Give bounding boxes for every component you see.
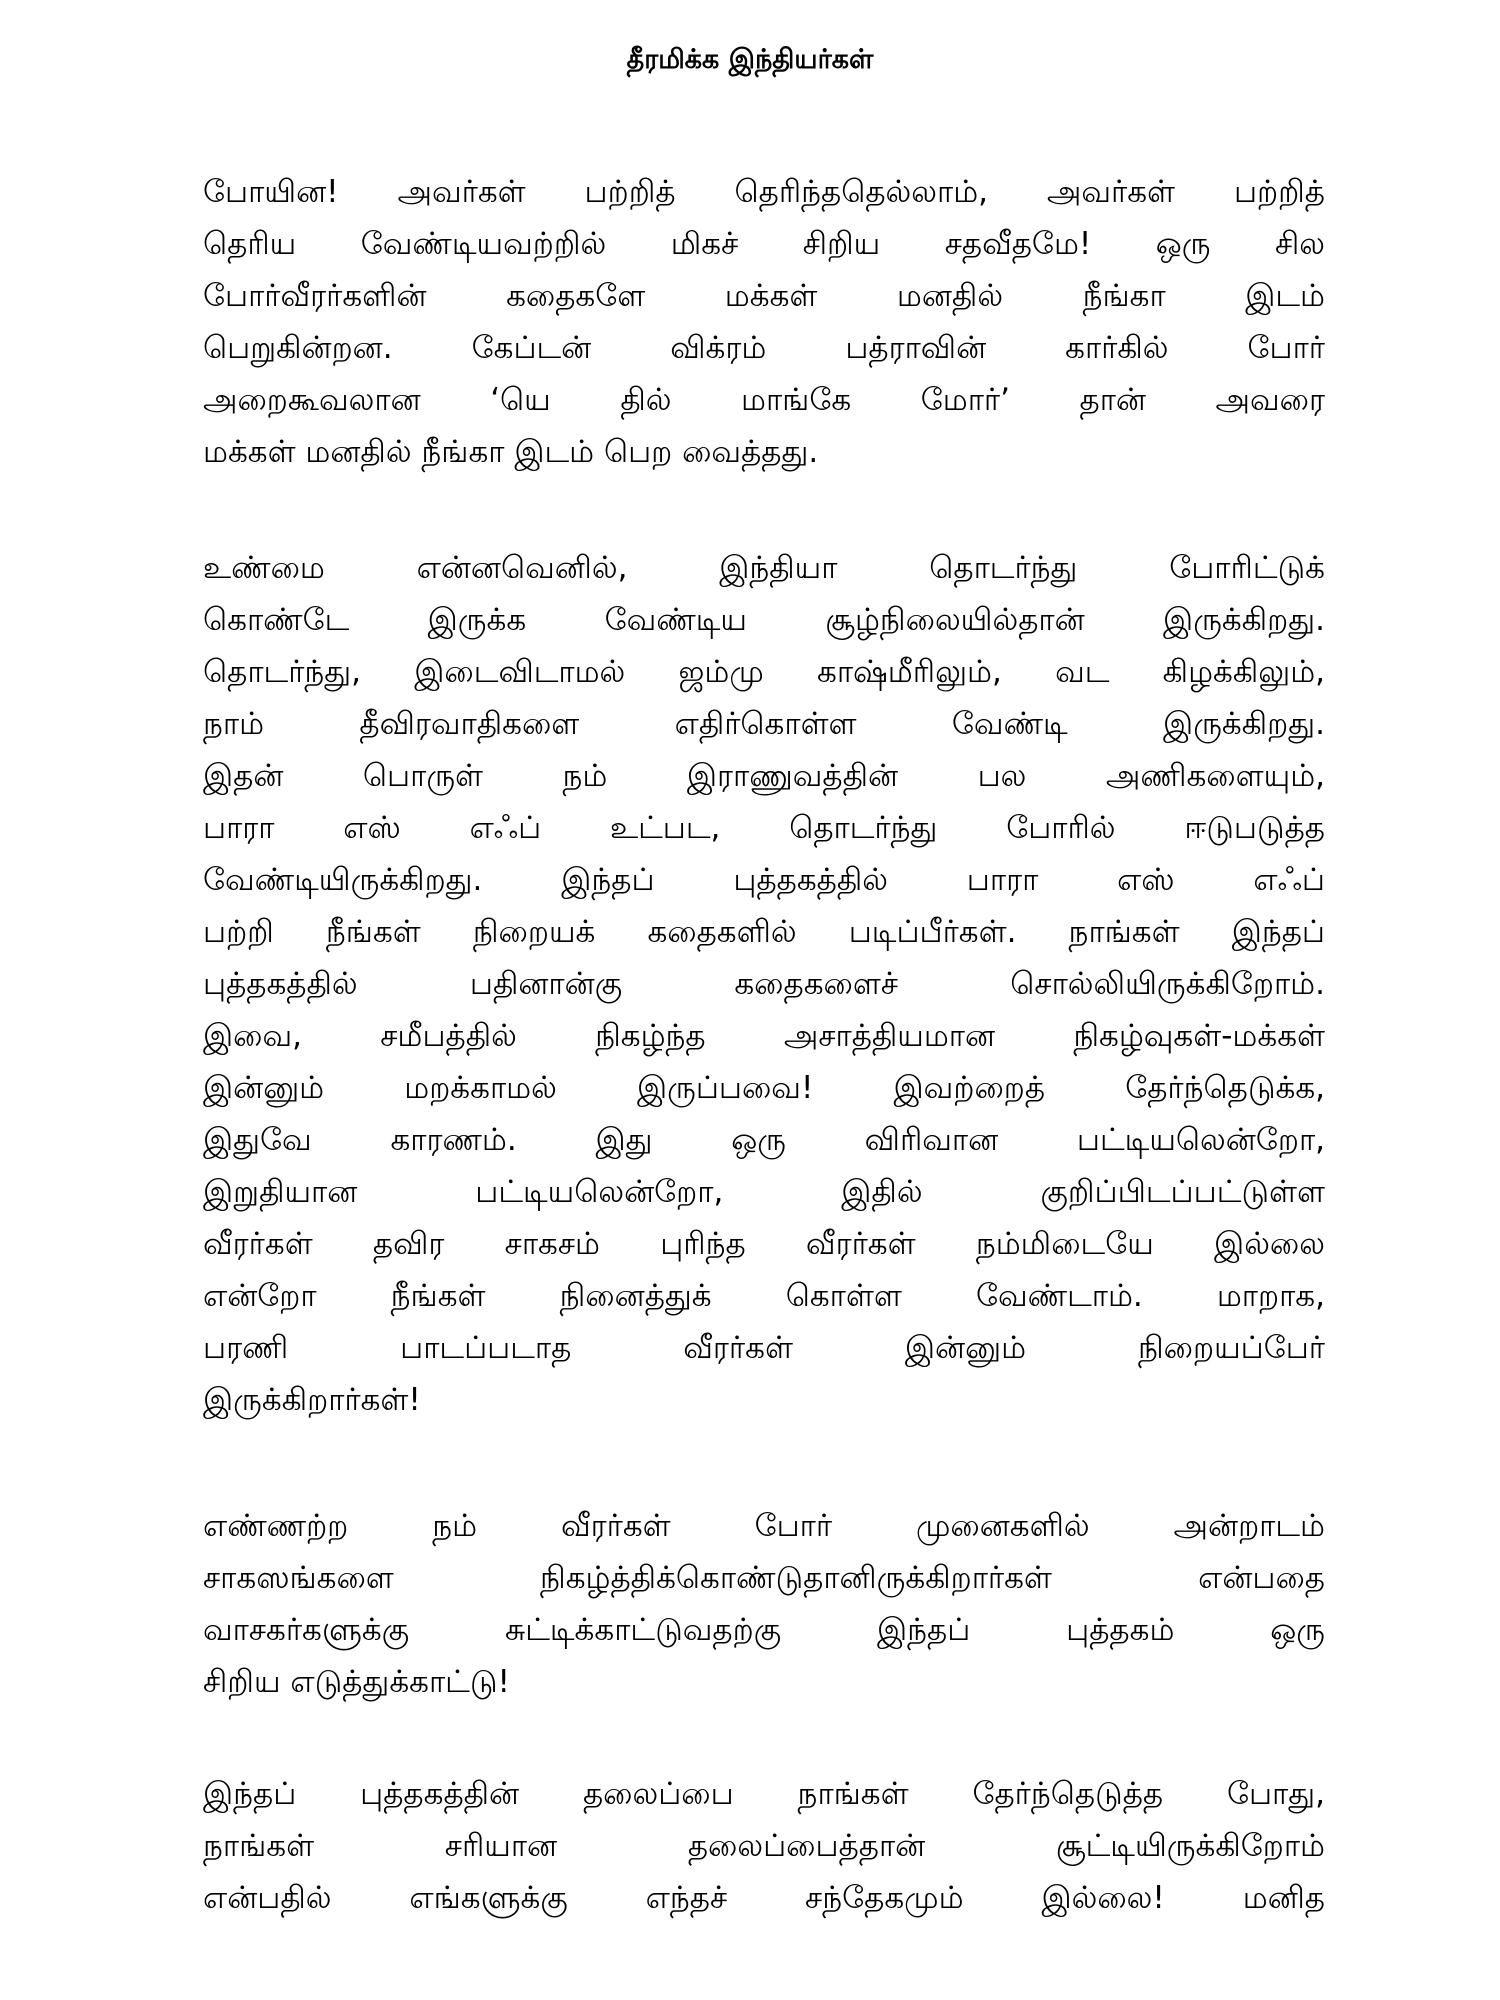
text-line: தெரிய வேண்டியவற்றில் மிகச் சிறிய சதவீதமே! ஒரு சில — [203, 226, 1325, 262]
text-line: நாம் தீவிரவாதிகளை எதிர்கொள்ள வேண்டி இருக்கிறது. — [203, 706, 1325, 742]
paragraph-1 — [203, 166, 1325, 478]
text-line: பெறுகின்றன. கேப்டன் விக்ரம் பத்ராவின் கார்கில் போர் — [203, 330, 1325, 366]
text-line: வேண்டியிருக்கிறது. இந்தப் புத்தகத்தில் பாரா எஸ் எஃப் — [203, 862, 1325, 898]
text-line: மக்கள் மனதில் நீங்கா இடம் பெற வைத்தது. — [203, 434, 819, 470]
page-title: தீரமிக்க இந்தியர்கள் — [626, 44, 874, 75]
text-line: சிறிய எடுத்துக்காட்டு! — [203, 1664, 510, 1700]
text-line: பாரா எஸ் எஃப் உட்பட, தொடர்ந்து போரில் ஈடுபடுத்த — [203, 810, 1325, 846]
text-line: பற்றி நீங்கள் நிறையக் கதைகளில் படிப்பீர்கள். நாங்கள் இந்தப் — [203, 914, 1325, 950]
text-line: இதன் பொருள் நம் இராணுவத்தின் பல அணிகளையும், — [203, 758, 1325, 794]
paragraph-4 — [203, 1768, 1325, 1924]
text-line: இந்தப் புத்தகத்தின் தலைப்பை நாங்கள் தேர்ந்தெடுத்த போது, — [203, 1776, 1325, 1812]
text-line: இன்னும் மறக்காமல் இருப்பவை! இவற்றைத் தேர்ந்தெடுக்க, — [203, 1070, 1325, 1106]
text-line: அறைகூவலான ‘யெ தில் மாங்கே மோர்’ தான் அவரை — [203, 382, 1325, 418]
text-line: சாகஸங்களை நிகழ்த்திக்கொண்டுதானிருக்கிறார்கள் என்பதை — [203, 1560, 1325, 1596]
paragraph-2 — [203, 542, 1325, 1426]
paragraph-3 — [203, 1500, 1325, 1708]
text-line: இதுவே காரணம். இது ஒரு விரிவான பட்டியலென்றோ, — [203, 1122, 1325, 1158]
text-line: எண்ணற்ற நம் வீரர்கள் போர் முனைகளில் அன்றாடம் — [203, 1508, 1325, 1544]
text-line: என்றோ நீங்கள் நினைத்துக் கொள்ள வேண்டாம். மாறாக, — [203, 1278, 1325, 1314]
text-line: கொண்டே இருக்க வேண்டிய சூழ்நிலையில்தான் இருக்கிறது. — [203, 602, 1325, 638]
text-line: தொடர்ந்து, இடைவிடாமல் ஜம்மு காஷ்மீரிலும், வட கிழக்கிலும், — [203, 654, 1325, 690]
text-line: பரணி பாடப்படாத வீரர்கள் இன்னும் நிறையப்பேர் — [203, 1330, 1325, 1366]
text-line: உண்மை என்னவெனில், இந்தியா தொடர்ந்து போரிட்டுக் — [203, 550, 1325, 586]
text-line: இறுதியான பட்டியலென்றோ, இதில் குறிப்பிடப்பட்டுள்ள — [203, 1174, 1325, 1210]
text-line: வாசகர்களுக்கு சுட்டிக்காட்டுவதற்கு இந்தப் புத்தகம் ஒரு — [203, 1612, 1325, 1648]
text-line: வீரர்கள் தவிர சாகசம் புரிந்த வீரர்கள் நம்மிடையே இல்லை — [203, 1226, 1325, 1262]
text-line: இவை, சமீபத்தில் நிகழ்ந்த அசாத்தியமான நிகழ்வுகள்-மக்கள் — [203, 1018, 1325, 1054]
text-line: நாங்கள் சரியான தலைப்பைத்தான் சூட்டியிருக்கிறோம் — [203, 1828, 1325, 1864]
text-line: புத்தகத்தில் பதினான்கு கதைகளைச் சொல்லியிருக்கிறோம். — [203, 966, 1325, 1002]
text-line: போயின! அவர்கள் பற்றித் தெரிந்ததெல்லாம், அவர்கள் பற்றித் — [203, 174, 1325, 210]
text-line: போர்வீரர்களின் கதைகளே மக்கள் மனதில் நீங்கா இடம் — [203, 278, 1325, 314]
text-line: இருக்கிறார்கள்! — [203, 1382, 421, 1418]
text-line: என்பதில் எங்களுக்கு எந்தச் சந்தேகமும் இல்லை! மனித — [203, 1880, 1325, 1916]
